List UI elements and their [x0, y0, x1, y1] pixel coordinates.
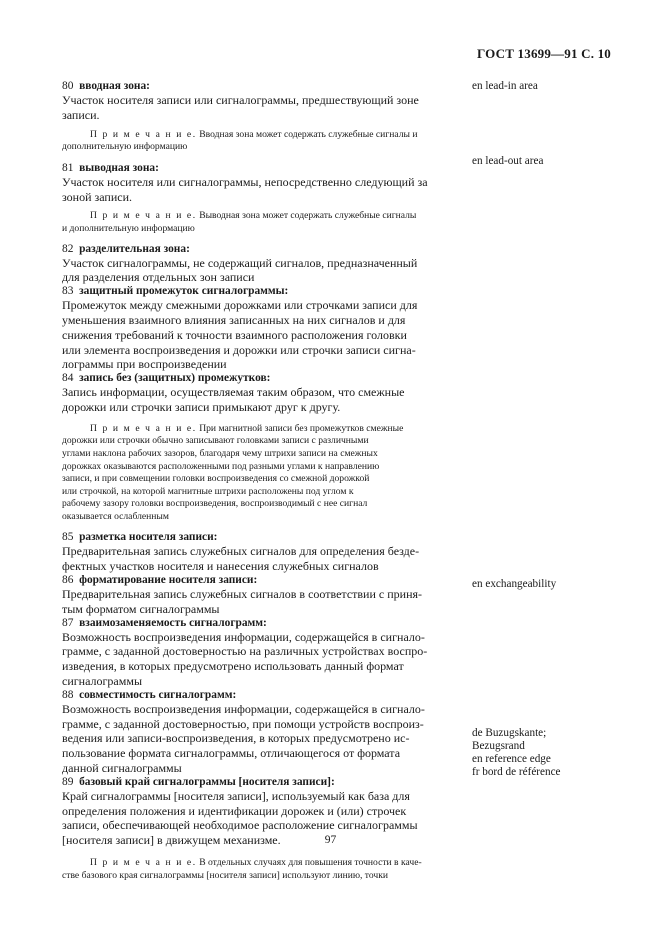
- term-definition: [62, 587, 440, 617]
- term-heading: [62, 80, 440, 93]
- term-heading: [62, 689, 440, 702]
- term-heading: [62, 372, 440, 385]
- term-definition: [62, 298, 440, 372]
- note-line: дорожках оказываются расположенными под разными углами к направлению: [62, 460, 380, 472]
- definition-line: для разделения отдельных зон записи: [62, 270, 255, 285]
- definition-line: уменьшения взаимного влияния записанных на них сигналов и для: [62, 312, 406, 327]
- term-note: [62, 210, 440, 235]
- equiv-line: fr bord de référence: [472, 766, 561, 778]
- equiv-line: Bezugsrand: [472, 740, 525, 752]
- term-number: 88: [62, 688, 74, 701]
- term-name: запись без (защитных) промежутков:: [79, 372, 271, 385]
- term-number: 81: [62, 161, 74, 174]
- definition-line: зоной записи.: [62, 189, 133, 204]
- definition-line: лограммы при воспроизведении: [62, 357, 227, 372]
- term-name: совместимость сигналограмм:: [79, 688, 237, 701]
- term-name: вводная зона:: [79, 80, 150, 92]
- term-number: 84: [62, 372, 74, 385]
- definition-line: ведения или записи-воспроизведения, в которых предусмотрено ис-: [62, 731, 410, 746]
- note-line: и дополнительную информацию: [62, 222, 195, 234]
- equiv-89: [472, 727, 561, 779]
- term-name: выводная зона:: [79, 161, 159, 174]
- definition-line: грамме, с заданной достоверностью, при помощи устройств воспроиз-: [62, 716, 424, 731]
- definition-line: Предварительная запись служебных сигналов в соответствии с приня-: [62, 587, 423, 602]
- term-definition: [62, 93, 440, 123]
- term-note: [62, 423, 440, 524]
- term-entry-85: [62, 531, 440, 574]
- note-line: углами наклона рабочих зазоров, благодаря чему штрихи записи на смежных: [62, 447, 378, 459]
- term-entry-89: [62, 776, 440, 882]
- term-number: 85: [62, 531, 74, 544]
- definition-line: данной сигналограммы: [62, 761, 182, 776]
- term-heading: [62, 617, 440, 630]
- definition-line: Участок носителя записи или сигналограммы, предшествующий зоне: [62, 93, 419, 107]
- term-definition: [62, 175, 440, 205]
- term-number: 86: [62, 574, 74, 587]
- term-definition: [62, 385, 440, 415]
- term-entry-84: [62, 372, 440, 523]
- term-entry-87: [62, 617, 440, 689]
- equiv-line: en lead-in area: [472, 80, 538, 92]
- definition-line: снижения требований к точности взаимного расположения головки: [62, 327, 407, 342]
- equiv-line: en lead-out area: [472, 155, 544, 167]
- term-number: 87: [62, 616, 74, 629]
- note-line: или строчкой, на которой магнитные штрихи расположены под углом к: [62, 485, 354, 497]
- note-line: При магнитной записи без промежутков смежные: [199, 422, 404, 434]
- term-number: 82: [62, 242, 74, 255]
- term-definition: [62, 630, 440, 689]
- term-heading: [62, 285, 440, 298]
- term-heading: [62, 243, 440, 256]
- definition-line: или элемента воспроизведения и дорожки или строчки записи сигна-: [62, 342, 416, 357]
- definition-line: Возможность воспроизведения информации, содержащейся в сигнало-: [62, 701, 425, 716]
- term-heading: [62, 574, 440, 587]
- terms-column: [62, 80, 440, 885]
- equiv-line: en exchangeability: [472, 578, 557, 590]
- definition-line: Запись информации, осуществляемая таким образом, что смежные: [62, 385, 405, 400]
- note-line: оказывается ослабленным: [62, 510, 169, 522]
- term-number: 83: [62, 285, 74, 298]
- note-line: записи, и при совмещении головки воспроизведения со смежной дорожкой: [62, 473, 370, 485]
- note-line: В отдельных случаях для повышения точности в каче-: [199, 857, 422, 869]
- term-definition: [62, 544, 440, 574]
- definition-line: сигналограммы: [62, 674, 143, 689]
- term-note: [62, 129, 440, 154]
- equiv-81: [472, 155, 543, 168]
- term-entry-83: [62, 285, 440, 372]
- note-line: стве базового края сигналограммы [носителя записи] используют линию, точки: [62, 869, 389, 881]
- definition-line: Край сигналограммы [носителя записи], используемый как база для: [62, 788, 410, 803]
- definition-line: Промежуток между смежными дорожками или строчками записи для: [62, 298, 418, 313]
- term-entry-86: [62, 574, 440, 617]
- note-label: П р и м е ч а н и е.: [90, 210, 197, 222]
- note-line: дополнительную информацию: [62, 141, 188, 153]
- note-line: рабочему зазору головки воспроизведения, воспроизводимый с нее сигнал: [62, 498, 368, 510]
- term-note: [62, 857, 440, 882]
- page-number: 97: [324, 834, 337, 846]
- term-name: взаимозаменяемость сигналограмм:: [79, 616, 267, 629]
- note-line: Вводная зона может содержать служебные сигналы и: [199, 128, 418, 140]
- equiv-line: en reference edge: [472, 753, 551, 765]
- term-definition: [62, 702, 440, 776]
- definition-line: фектных участков носителя и нанесения служебных сигналов: [62, 559, 379, 574]
- term-name: разделительная зона:: [79, 242, 190, 255]
- definition-line: записи, обеспечивающей необходимое расположение сигналограммы: [62, 818, 418, 833]
- equiv-line: de Buzugskante;: [472, 727, 547, 739]
- term-heading: [62, 531, 440, 544]
- definition-line: Возможность воспроизведения информации, содержащейся в сигнало-: [62, 629, 425, 644]
- term-entry-81: [62, 162, 440, 236]
- definition-line: [носителя записи] в движущем механизме.: [62, 833, 281, 848]
- term-heading: [62, 162, 440, 175]
- equiv-87: [472, 578, 556, 591]
- note-line: Выводная зона может содержать служебные сигналы: [199, 210, 417, 222]
- equiv-80: [472, 80, 538, 93]
- note-label: П р и м е ч а н и е.: [90, 128, 197, 140]
- note-label: П р и м е ч а н и е.: [90, 857, 197, 869]
- definition-line: определения положения и идентификации дорожек и (или) строчек: [62, 803, 407, 818]
- definition-line: тым форматом сигналограммы: [62, 601, 220, 616]
- definition-line: грамме, с заданной достоверностью на различных устройствах воспро-: [62, 644, 428, 659]
- note-line: дорожки или строчки обычно записывают головками записи с различными: [62, 435, 369, 447]
- definition-line: изведения, в которых предусмотрено использовать данный формат: [62, 659, 404, 674]
- definition-line: Участок носителя или сигналограммы, непосредственно следующий за: [62, 174, 428, 189]
- definition-line: Участок сигналограммы, не содержащий сигналов, предназначенный: [62, 255, 418, 270]
- term-entry-88: [62, 689, 440, 776]
- page-header: ГОСТ 13699—91 С. 10: [477, 46, 611, 61]
- term-entry-82: [62, 243, 440, 286]
- term-number: 89: [62, 775, 74, 788]
- definition-line: записи.: [62, 107, 100, 122]
- term-number: 80: [62, 80, 74, 92]
- definition-line: дорожки или строчки записи примыкают друг к другу.: [62, 399, 341, 414]
- term-name: форматирование носителя записи:: [79, 574, 258, 587]
- term-name: защитный промежуток сигналограммы:: [79, 285, 289, 298]
- note-label: П р и м е ч а н и е.: [90, 422, 197, 434]
- term-heading: [62, 776, 440, 789]
- term-name: разметка носителя записи:: [79, 531, 218, 544]
- definition-line: Предварительная запись служебных сигналов для определения безде-: [62, 544, 420, 559]
- term-entry-80: [62, 80, 440, 154]
- term-name: базовый край сигналограммы [носителя записи]:: [79, 775, 335, 788]
- term-definition: [62, 256, 440, 286]
- definition-line: пользование формата сигналограммы, отличающегося от формата: [62, 746, 401, 761]
